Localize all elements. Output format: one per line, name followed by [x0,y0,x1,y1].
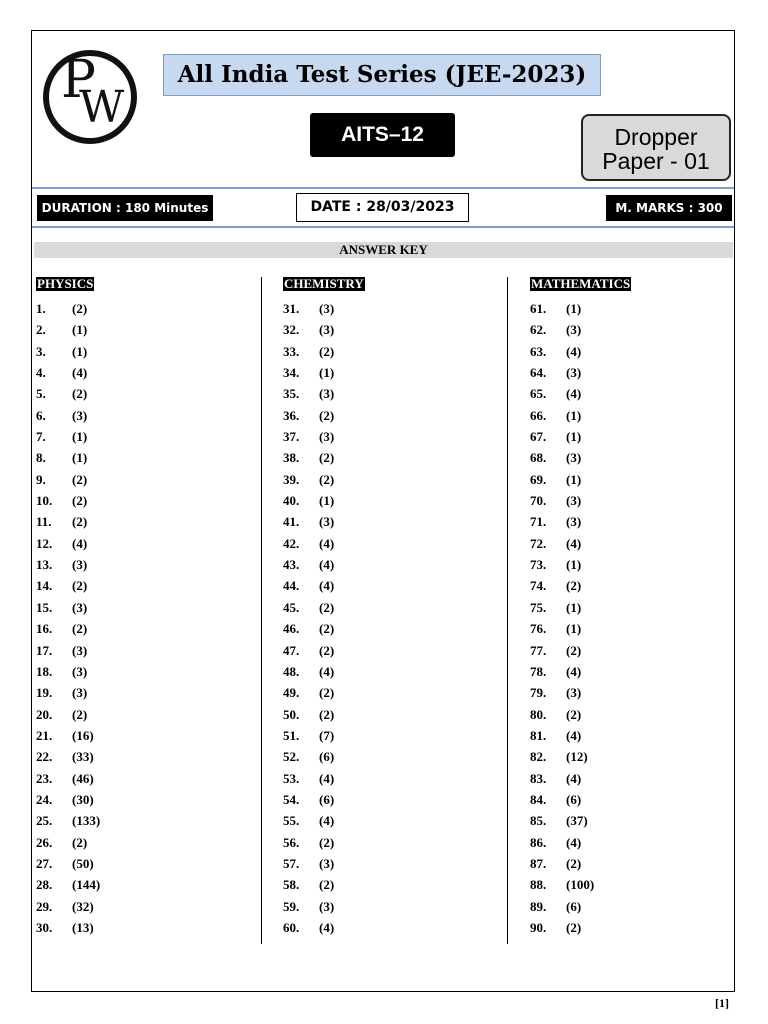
question-number: 59. [283,898,300,914]
answer-row [34,896,234,917]
answer-option: (4) [566,343,582,359]
answer-row [281,319,481,340]
answer-row [281,810,481,831]
answer-option: (12) [566,749,588,765]
question-number: 26. [36,834,53,850]
answer-row [34,853,234,874]
question-number: 29. [36,898,53,914]
answer-row [281,511,481,532]
question-number: 52. [283,749,300,765]
question-number: 4. [36,365,46,381]
answer-row [281,746,481,767]
answer-row [528,405,728,426]
answer-row [34,618,234,639]
answer-row [528,640,728,661]
answer-row [281,618,481,639]
answer-option: (4) [566,663,582,679]
answer-option: (46) [72,770,94,786]
answer-option: (3) [566,493,582,509]
answer-option: (2) [319,471,335,487]
question-number: 19. [36,685,53,701]
question-number: 33. [283,343,300,359]
question-number: 11. [36,514,52,530]
answer-row [281,725,481,746]
question-number: 51. [283,727,300,743]
answer-row [281,789,481,810]
answer-option: (4) [566,770,582,786]
answer-option: (4) [319,919,335,935]
question-number: 21. [36,727,53,743]
answer-row [528,575,728,596]
question-number: 38. [283,450,300,466]
answer-row [281,554,481,575]
answer-option: (4) [566,834,582,850]
answer-option: (2) [319,834,335,850]
answer-option: (1) [72,322,88,338]
answer-option: (32) [72,898,94,914]
answer-row [281,490,481,511]
answer-row [34,298,234,319]
question-number: 3. [36,343,46,359]
answer-row [34,554,234,575]
answer-option: (2) [319,343,335,359]
duration-badge: DURATION : 180 Minutes [37,195,213,221]
answer-option: (2) [566,578,582,594]
section-heading-mathematics: MATHEMATICS [531,276,631,291]
question-number: 16. [36,621,53,637]
answer-row [528,554,728,575]
answer-row [281,832,481,853]
answer-option: (1) [72,429,88,445]
answer-row [281,533,481,554]
answer-option: (3) [72,663,88,679]
answer-row [528,447,728,468]
question-number: 78. [530,663,547,679]
answer-option: (3) [72,599,88,615]
answer-option: (4) [319,813,335,829]
answer-option: (16) [72,727,94,743]
question-number: 25. [36,813,53,829]
series-title: All India Test Series (JEE-2023) [163,54,601,96]
answer-option: (2) [72,706,88,722]
column-divider [507,277,508,944]
answer-option: (2) [319,450,335,466]
answer-option: (1) [566,621,582,637]
answer-option: (3) [319,301,335,316]
answer-option: (3) [72,407,88,423]
answer-row [281,896,481,917]
question-number: 36. [283,407,300,423]
batch-line-2: Paper - 01 [602,148,710,174]
mathematics-answer-list [528,298,728,938]
answer-option: (2) [72,834,88,850]
answer-row [528,682,728,703]
question-number: 58. [283,877,300,893]
answer-option: (3) [319,322,335,338]
question-number: 62. [530,322,547,338]
answer-option: (3) [319,898,335,914]
physics-column [34,275,234,938]
question-number: 65. [530,386,547,402]
top-divider [32,187,734,189]
answer-row [528,597,728,618]
physics-answer-list [34,298,234,938]
answer-option: (1) [566,429,582,445]
answer-row [34,597,234,618]
answer-option: (1) [72,343,88,359]
answer-option: (1) [319,493,335,509]
answer-row [528,896,728,917]
question-number: 2. [36,322,46,338]
answer-row [528,746,728,767]
question-number: 49. [283,685,300,701]
answer-option: (4) [72,365,88,381]
question-number: 53. [283,770,300,786]
answer-row [34,319,234,340]
question-number: 18. [36,663,53,679]
question-number: 8. [36,450,46,466]
question-number: 61. [530,301,547,316]
answer-option: (1) [566,301,582,316]
question-number: 14. [36,578,53,594]
question-number: 72. [530,535,547,551]
answer-row [528,511,728,532]
question-number: 35. [283,386,300,402]
answer-option: (3) [72,557,88,573]
answer-option: (4) [319,535,335,551]
question-number: 30. [36,919,53,935]
answer-row [528,426,728,447]
question-number: 76. [530,621,547,637]
answer-row [34,661,234,682]
answer-row [34,575,234,596]
question-number: 86. [530,834,547,850]
section-heading-physics: PHYSICS [37,276,94,291]
answer-row [528,832,728,853]
date-box: DATE : 28/03/2023 [296,193,469,222]
question-number: 48. [283,663,300,679]
section-heading-chemistry: CHEMISTRY [284,276,364,291]
question-number: 74. [530,578,547,594]
answer-row [34,469,234,490]
answer-row [528,725,728,746]
page-number: [1] [715,996,729,1010]
question-number: 83. [530,770,547,786]
answer-option: (4) [319,663,335,679]
answer-row [281,640,481,661]
question-number: 84. [530,791,547,807]
answer-row [34,725,234,746]
answer-option: (2) [319,599,335,615]
question-number: 23. [36,770,53,786]
answer-row [34,682,234,703]
question-number: 31. [283,301,300,316]
question-number: 10. [36,493,53,509]
answer-option: (50) [72,855,94,871]
mathematics-column [528,275,728,938]
question-number: 75. [530,599,547,615]
question-number: 80. [530,706,547,722]
answer-row [528,874,728,895]
answer-option: (144) [72,877,101,893]
answer-option: (2) [72,471,88,487]
question-number: 69. [530,471,547,487]
answer-option: (6) [319,791,335,807]
answer-row [34,447,234,468]
question-number: 82. [530,749,547,765]
answer-row [281,447,481,468]
question-number: 46. [283,621,300,637]
question-number: 54. [283,791,300,807]
answer-key-title: ANSWER KEY [34,242,733,258]
question-number: 45. [283,599,300,615]
answer-option: (1) [566,471,582,487]
question-number: 43. [283,557,300,573]
answer-row [34,405,234,426]
answer-row [528,469,728,490]
answer-option: (1) [319,365,335,381]
question-number: 90. [530,919,547,935]
answer-row [528,533,728,554]
answer-row [281,469,481,490]
answer-row [281,768,481,789]
answer-option: (2) [319,407,335,423]
question-number: 20. [36,706,53,722]
question-number: 27. [36,855,53,871]
answer-option: (4) [319,770,335,786]
answer-option: (13) [72,919,94,935]
column-divider [261,277,262,944]
answer-row [34,832,234,853]
question-number: 5. [36,386,46,402]
answer-row [34,810,234,831]
answer-option: (2) [72,578,88,594]
bottom-divider [32,226,734,228]
answer-option: (2) [72,301,88,316]
answer-option: (1) [566,407,582,423]
answer-row [281,597,481,618]
question-number: 24. [36,791,53,807]
answer-option: (3) [319,429,335,445]
question-number: 37. [283,429,300,445]
answer-row [34,917,234,938]
answer-option: (2) [319,642,335,658]
answer-row [528,341,728,362]
answer-option: (30) [72,791,94,807]
batch-line-1: Dropper [614,124,698,150]
question-number: 9. [36,471,46,487]
answer-row [281,341,481,362]
answer-row [34,341,234,362]
answer-option: (3) [566,685,582,701]
question-number: 71. [530,514,547,530]
answer-option: (2) [566,855,582,871]
question-number: 42. [283,535,300,551]
question-number: 57. [283,855,300,871]
answer-option: (3) [566,514,582,530]
answer-option: (2) [566,919,582,935]
answer-option: (33) [72,749,94,765]
answer-option: (4) [566,386,582,402]
answer-row [528,853,728,874]
question-number: 50. [283,706,300,722]
answer-option: (3) [566,450,582,466]
answer-row [34,362,234,383]
answer-option: (7) [319,727,335,743]
answer-option: (3) [319,514,335,530]
answer-row [281,362,481,383]
answer-row [281,426,481,447]
answer-option: (6) [566,791,582,807]
answer-option: (3) [72,642,88,658]
logo-letter-p: P [61,50,96,110]
answer-row [528,704,728,725]
answer-option: (2) [319,706,335,722]
answer-row [34,768,234,789]
question-number: 12. [36,535,53,551]
answer-option: (3) [72,685,88,701]
question-number: 68. [530,450,547,466]
answer-row [281,874,481,895]
answer-option: (6) [319,749,335,765]
answer-option: (4) [566,727,582,743]
answer-row [34,426,234,447]
answer-option: (4) [319,557,335,573]
question-number: 55. [283,813,300,829]
question-number: 7. [36,429,46,445]
question-number: 70. [530,493,547,509]
answer-row [281,298,481,319]
answer-row [34,789,234,810]
answer-option: (2) [72,386,88,402]
answer-option: (133) [72,813,101,829]
answer-row [528,661,728,682]
answer-option: (2) [72,514,88,530]
answer-option: (2) [566,642,582,658]
answer-option: (4) [566,535,582,551]
answer-row [528,319,728,340]
question-number: 39. [283,471,300,487]
question-number: 22. [36,749,53,765]
question-number: 6. [36,407,46,423]
answer-row [34,874,234,895]
question-number: 89. [530,898,547,914]
answer-option: (1) [72,450,88,466]
answer-option: (1) [566,599,582,615]
answer-row [281,704,481,725]
question-number: 77. [530,642,547,658]
answer-row [528,789,728,810]
question-number: 1. [36,301,46,316]
answer-option: (1) [566,557,582,573]
question-number: 73. [530,557,547,573]
question-number: 34. [283,365,300,381]
answer-option: (3) [319,386,335,402]
answer-option: (2) [72,621,88,637]
answer-option: (6) [566,898,582,914]
answer-option: (2) [72,493,88,509]
question-number: 60. [283,919,300,935]
question-number: 44. [283,578,300,594]
answer-row [281,853,481,874]
question-number: 32. [283,322,300,338]
question-number: 17. [36,642,53,658]
question-number: 63. [530,343,547,359]
question-number: 41. [283,514,300,530]
answer-option: (2) [319,877,335,893]
question-number: 66. [530,407,547,423]
answer-option: (4) [72,535,88,551]
answer-option: (100) [566,877,595,893]
batch-badge [581,114,731,181]
answer-row [528,298,728,319]
question-number: 81. [530,727,547,743]
answer-row [281,383,481,404]
answer-row [528,917,728,938]
answer-option: (2) [319,685,335,701]
answer-option: (4) [319,578,335,594]
question-number: 85. [530,813,547,829]
question-number: 56. [283,834,300,850]
answer-option: (2) [319,621,335,637]
question-number: 40. [283,493,300,509]
answer-row [34,640,234,661]
answer-row [34,490,234,511]
pw-logo [43,50,137,144]
answer-row [281,575,481,596]
answer-option: (37) [566,813,588,829]
answer-row [528,810,728,831]
chemistry-column [281,275,481,938]
answer-row [281,917,481,938]
test-code-badge: AITS–12 [310,113,455,157]
answer-option: (2) [566,706,582,722]
question-number: 79. [530,685,547,701]
answer-row [528,383,728,404]
question-number: 28. [36,877,53,893]
question-number: 88. [530,877,547,893]
answer-option: (3) [319,855,335,871]
answer-row [281,682,481,703]
answer-row [281,405,481,426]
question-number: 87. [530,855,547,871]
answer-row [34,746,234,767]
chemistry-answer-list [281,298,481,938]
answer-row [34,511,234,532]
question-number: 47. [283,642,300,658]
answer-row [34,383,234,404]
max-marks-badge: M. MARKS : 300 [606,195,732,221]
question-number: 15. [36,599,53,615]
logo-letter-w: W [79,82,125,133]
answer-row [528,362,728,383]
answer-option: (3) [566,322,582,338]
answer-row [34,704,234,725]
answer-row [528,618,728,639]
question-number: 67. [530,429,547,445]
answer-option: (3) [566,365,582,381]
question-number: 64. [530,365,547,381]
answer-row [528,768,728,789]
answer-row [281,661,481,682]
answer-row [34,533,234,554]
answer-row [528,490,728,511]
question-number: 13. [36,557,53,573]
